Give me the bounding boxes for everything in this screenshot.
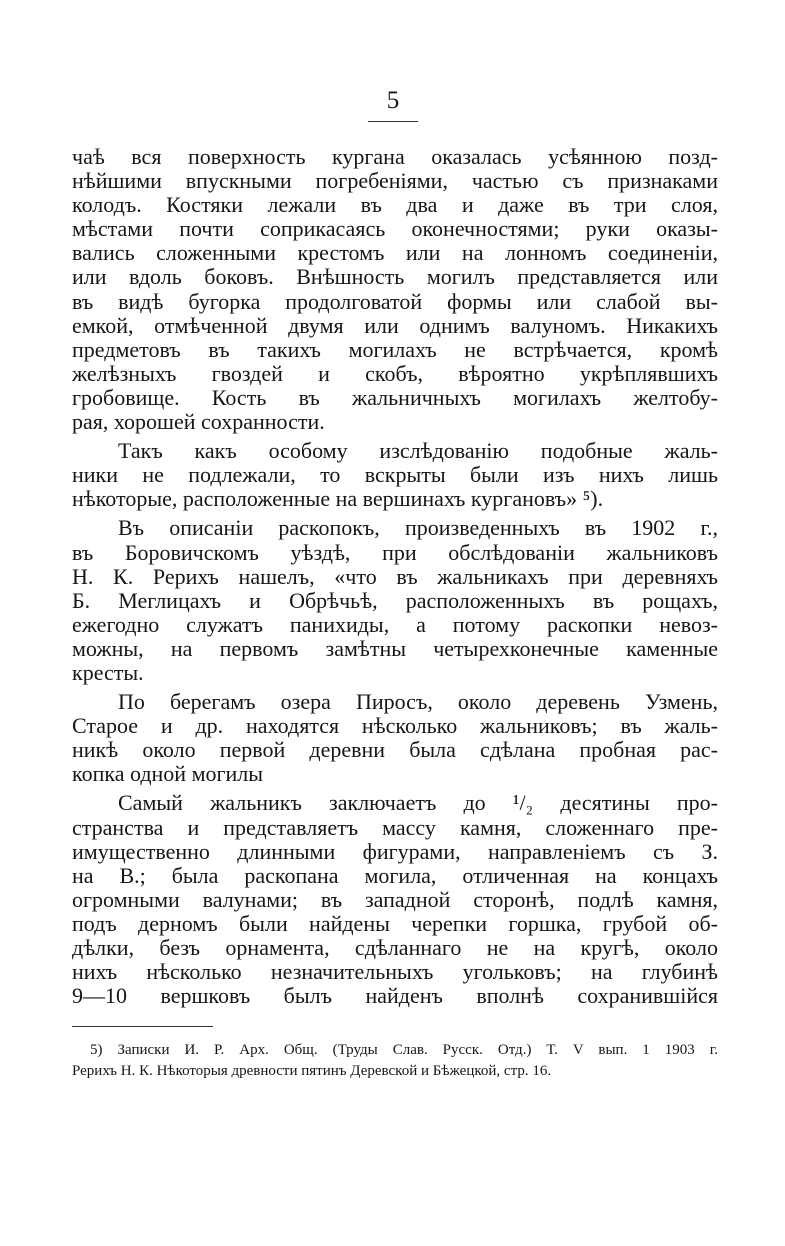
text-line: въ Боровичскомъ уѣздѣ, при обслѣдованіи жальниковъ <box>72 539 718 565</box>
text-line: емкой, отмѣченной двумя или однимъ валуномъ. Никакихъ <box>72 312 718 338</box>
text-line: Такъ какъ особому изслѣдованію подобные жаль- <box>118 438 718 464</box>
text-line: Б. Меглицахъ и Обрѣчьѣ, расположенныхъ въ рощахъ, <box>72 587 718 613</box>
text-line: нѣкоторые, расположенные на вершинахъ кургановъ» ⁵). <box>72 486 604 512</box>
text-line: чаѣ вся поверхность кургана оказалась усѣянною позд- <box>72 144 718 169</box>
text-line: Самый жальникъ заключаетъ до ¹/₂ десятины про- <box>118 790 718 816</box>
page-number: 5 <box>386 87 400 114</box>
body-text <box>72 145 718 1008</box>
paragraph <box>72 516 718 685</box>
paragraph <box>72 791 718 1008</box>
paragraph <box>72 439 718 511</box>
text-line: имущественно длинными фигурами, направленіемъ съ З. <box>72 838 718 864</box>
text-line: Въ описаніи раскопокъ, произведенныхъ въ 1902 г., <box>118 515 718 541</box>
text-line: ежегодно служатъ панихиды, а потому раскопки невоз- <box>72 611 718 637</box>
text-line: рая, хорошей сохранности. <box>72 409 325 435</box>
text-line: подъ дерномъ были найдены черепки горшка, грубой об- <box>72 910 718 936</box>
paragraph <box>72 145 718 434</box>
text-line: странства и представляетъ массу камня, сложеннаго пре- <box>72 814 718 840</box>
text-line: нѣйшими впускными погребеніями, частью съ признаками <box>72 168 718 194</box>
text-line: можны, на первомъ замѣтны четырехконечные каменные <box>72 635 718 661</box>
page-number-rule <box>368 121 418 122</box>
text-line: нихъ нѣсколько незначительныхъ угольковъ; на глубинѣ <box>72 959 718 985</box>
text-line: копка одной могилы <box>72 761 264 787</box>
text-line: ники не подлежали, то вскрыты были изъ нихъ лишь <box>72 462 718 488</box>
footnote-line: 5) Записки И. Р. Арх. Общ. (Труды Слав. Русск. Отд.) Т. V вып. 1 1903 г. <box>90 1042 718 1058</box>
paragraph <box>72 690 718 786</box>
text-line: кресты. <box>72 659 144 685</box>
text-line: По берегамъ озера Пиросъ, около деревень Узмень, <box>118 689 718 715</box>
text-line: мѣстами почти соприкасаясь оконечностями; руки оказы- <box>72 216 718 242</box>
text-line: въ видѣ бугорка продолговатой формы или слабой вы- <box>72 288 718 314</box>
text-line: на В.; была раскопана могила, отличенная на концахъ <box>72 862 718 888</box>
text-line: или вдоль боковъ. Внѣшность могилъ представляется или <box>72 264 718 290</box>
text-line: колодъ. Костяки лежали въ два и даже въ три слоя, <box>72 192 718 218</box>
text-line: вались сложенными крестомъ или на лонномъ соединеніи, <box>72 240 718 266</box>
text-line: гробовище. Кость въ жальничныхъ могилахъ желтобу- <box>72 384 718 410</box>
text-line: Старое и др. находятся нѣсколько жальниковъ; въ жаль- <box>72 713 718 739</box>
footnote-rule <box>72 1026 213 1027</box>
text-line: дѣлки, безъ орнамента, сдѣланнаго не на кругѣ, около <box>72 935 718 960</box>
footnote-line: Рерихъ Н. К. Нѣкоторыя древности пятинъ Деревской и Бѣжецкой, стр. 16. <box>72 1063 552 1079</box>
text-line: Н. К. Рерихъ нашелъ, «что въ жальникахъ при деревняхъ <box>72 563 718 589</box>
text-line: предметовъ въ такихъ могилахъ не встрѣчается, кромѣ <box>72 336 718 362</box>
footnotes <box>72 1040 718 1082</box>
text-line: огромными валунами; въ западной сторонѣ, подлѣ камня, <box>72 886 718 912</box>
text-line: никѣ около первой деревни была сдѣлана пробная рас- <box>72 737 718 763</box>
text-line: 9—10 вершковъ былъ найденъ вполнѣ сохранившійся <box>72 983 718 1009</box>
text-line: желѣзныхъ гвоздей и скобъ, вѣроятно укрѣплявшихъ <box>72 360 718 386</box>
